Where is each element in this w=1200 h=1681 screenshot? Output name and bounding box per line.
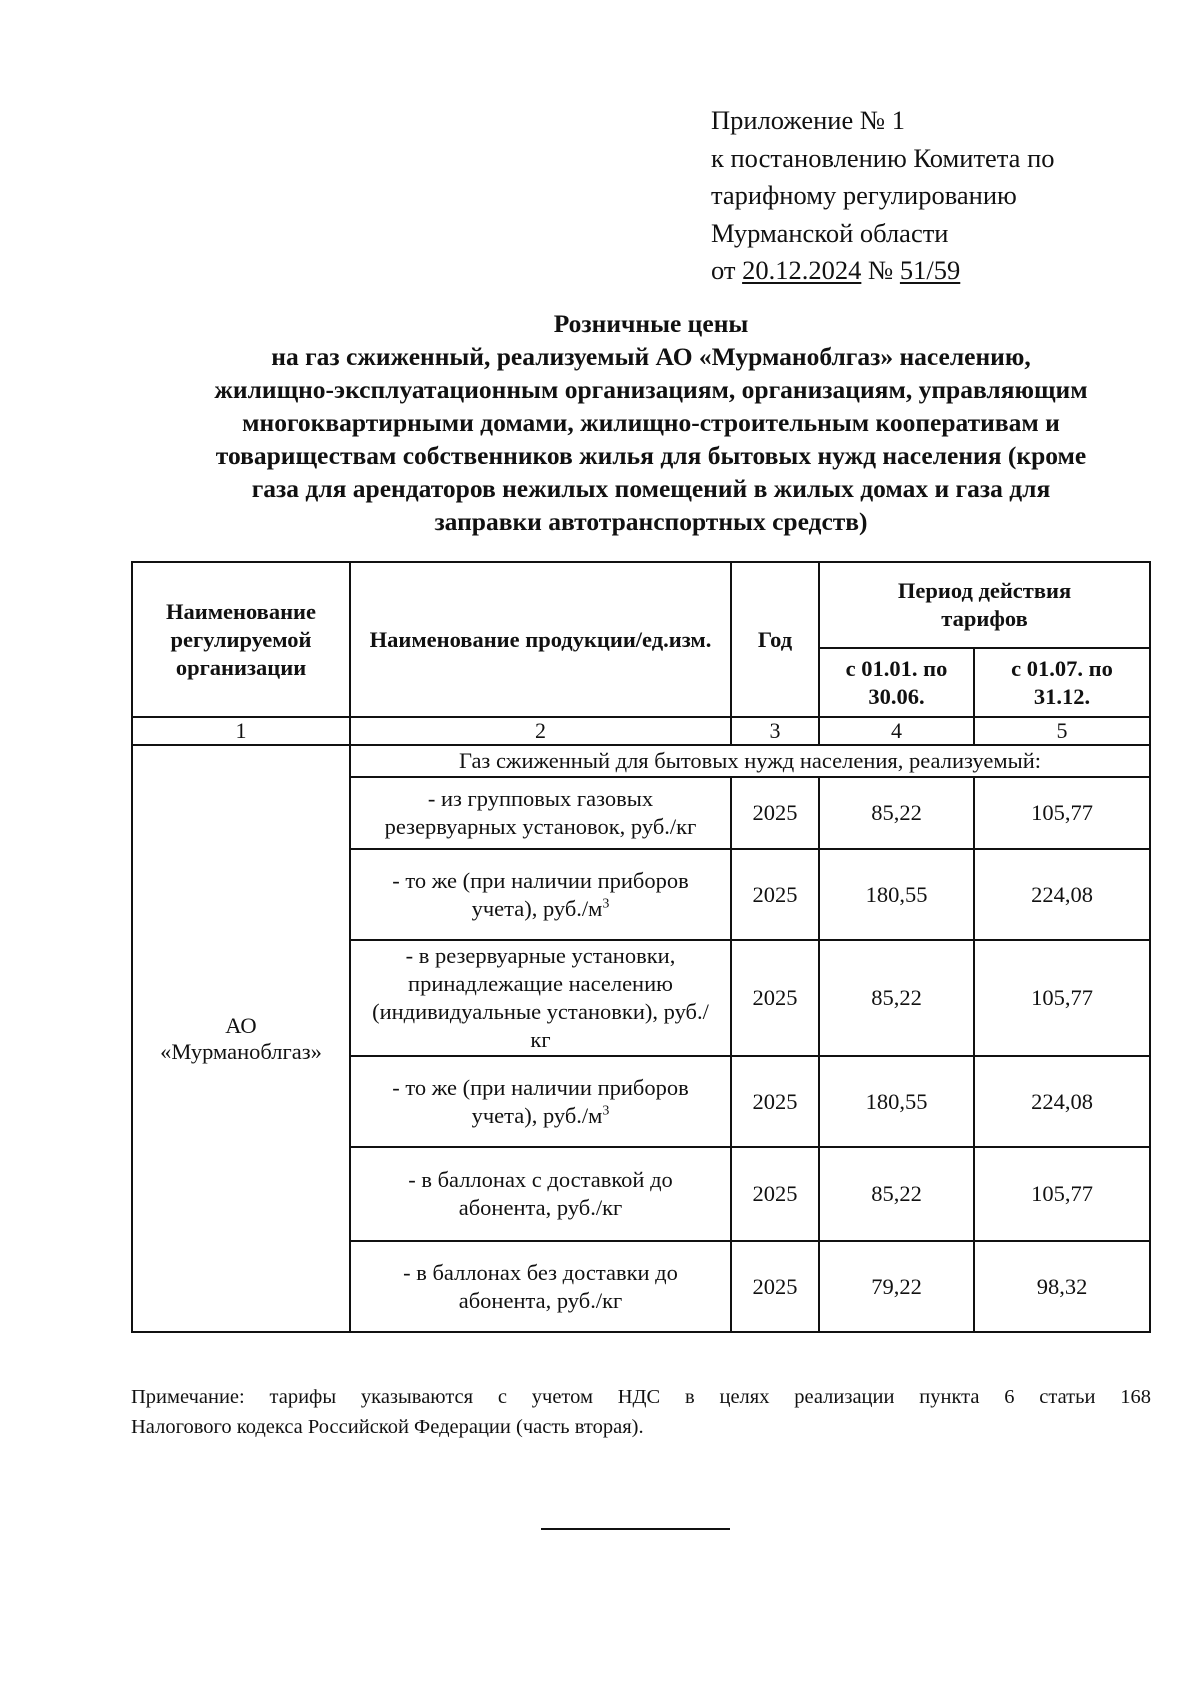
- appendix-header: [711, 102, 1055, 290]
- unit-superscript: 3: [602, 1103, 610, 1118]
- product-cell: [350, 1241, 731, 1332]
- product-cell: [350, 849, 731, 940]
- appendix-line-3: тарифному регулированию: [711, 180, 1017, 210]
- column-number: 1: [132, 717, 350, 745]
- document-title: [120, 307, 1182, 538]
- price-period-1: 85,22: [819, 1147, 974, 1241]
- product-name: - в баллонах без доставки до абонента, руб./кг: [403, 1259, 678, 1313]
- product-name: - то же (при наличии приборов учета), руб./м: [392, 867, 689, 921]
- appendix-line-4: Мурманской области: [711, 217, 949, 248]
- title-line: заправки автотранспортных средств): [434, 507, 868, 536]
- column-number: 4: [819, 717, 974, 745]
- title-line: жилищно-эксплуатационным организациям, организациям, управляющим: [214, 375, 1088, 404]
- appendix-line-2: к постановлению Комитета по: [711, 142, 1055, 173]
- product-cell: [350, 777, 731, 849]
- price-period-1: 180,55: [819, 1056, 974, 1147]
- product-cell: [350, 1056, 731, 1147]
- title-line: на газ сжиженный, реализуемый АО «Мурманоблгаз» населению,: [271, 342, 1031, 371]
- year-cell: 2025: [731, 1241, 819, 1332]
- product-cell: [350, 1147, 731, 1241]
- price-period-1: 85,22: [819, 940, 974, 1056]
- price-period-2: 105,77: [974, 1147, 1150, 1241]
- header-year: Год: [731, 562, 819, 717]
- product-name: - в баллонах с доставкой до абонента, руб./кг: [408, 1167, 673, 1220]
- organization-cell: АО «Мурманоблгаз»: [132, 745, 350, 1332]
- product-name: - то же (при наличии приборов учета), руб./м: [392, 1074, 689, 1128]
- unit-superscript: 3: [602, 896, 610, 911]
- decree-number: 51/59: [899, 255, 961, 285]
- header-row: [132, 562, 1150, 648]
- product-name: - в резервуарные установки, принадлежащие населению (индивидуальные установки), руб./кг: [372, 943, 709, 1052]
- footnote-line-1: Примечание: тарифы указываются с учетом НДС в целях реализации пункта 6 статьи 168: [131, 1386, 1151, 1408]
- title-line: Розничные цены: [553, 309, 749, 338]
- year-cell: 2025: [731, 940, 819, 1056]
- year-cell: 2025: [731, 777, 819, 849]
- price-period-2: 98,32: [974, 1241, 1150, 1332]
- header-period: Период действия тарифов: [819, 562, 1150, 648]
- column-number: 2: [350, 717, 731, 745]
- title-line: газа для арендаторов нежилых помещений в жилых домах и газа для: [251, 474, 1051, 503]
- year-cell: 2025: [731, 849, 819, 940]
- end-divider: [541, 1528, 730, 1530]
- appendix-date-line: [711, 252, 1055, 290]
- year-cell: 2025: [731, 1147, 819, 1241]
- header-organization: Наименование регулируемой организации: [132, 562, 350, 717]
- footnote: [131, 1382, 1151, 1442]
- number-prefix: №: [861, 255, 900, 285]
- price-period-2: 105,77: [974, 940, 1150, 1056]
- column-number: 5: [974, 717, 1150, 745]
- price-period-2: 105,77: [974, 777, 1150, 849]
- price-period-1: 85,22: [819, 777, 974, 849]
- column-number: 3: [731, 717, 819, 745]
- header-product: Наименование продукции/ед.изм.: [350, 562, 731, 717]
- header-period-2: с 01.07. по 31.12.: [974, 648, 1150, 717]
- header-period-1: с 01.01. по 30.06.: [819, 648, 974, 717]
- product-cell: [350, 940, 731, 1056]
- date-prefix: от: [711, 255, 743, 285]
- group-row: [132, 745, 1150, 777]
- price-period-2: 224,08: [974, 849, 1150, 940]
- footnote-line-2: Налогового кодекса Российской Федерации (часть вторая).: [131, 1416, 644, 1438]
- appendix-line-1: Приложение № 1: [711, 105, 906, 135]
- tariff-table: [131, 561, 1151, 1333]
- price-period-1: 79,22: [819, 1241, 974, 1332]
- column-number-row: [132, 717, 1150, 745]
- price-period-2: 224,08: [974, 1056, 1150, 1147]
- group-label: Газ сжиженный для бытовых нужд населения, реализуемый:: [350, 745, 1150, 777]
- year-cell: 2025: [731, 1056, 819, 1147]
- product-name: - из групповых газовых резервуарных установок, руб./кг: [384, 786, 697, 839]
- decree-date: 20.12.2024: [742, 255, 862, 285]
- title-line: многоквартирными домами, жилищно-строительным кооперативам и: [242, 408, 1060, 437]
- title-line: товариществам собственников жилья для бытовых нужд населения (кроме: [215, 441, 1087, 470]
- price-period-1: 180,55: [819, 849, 974, 940]
